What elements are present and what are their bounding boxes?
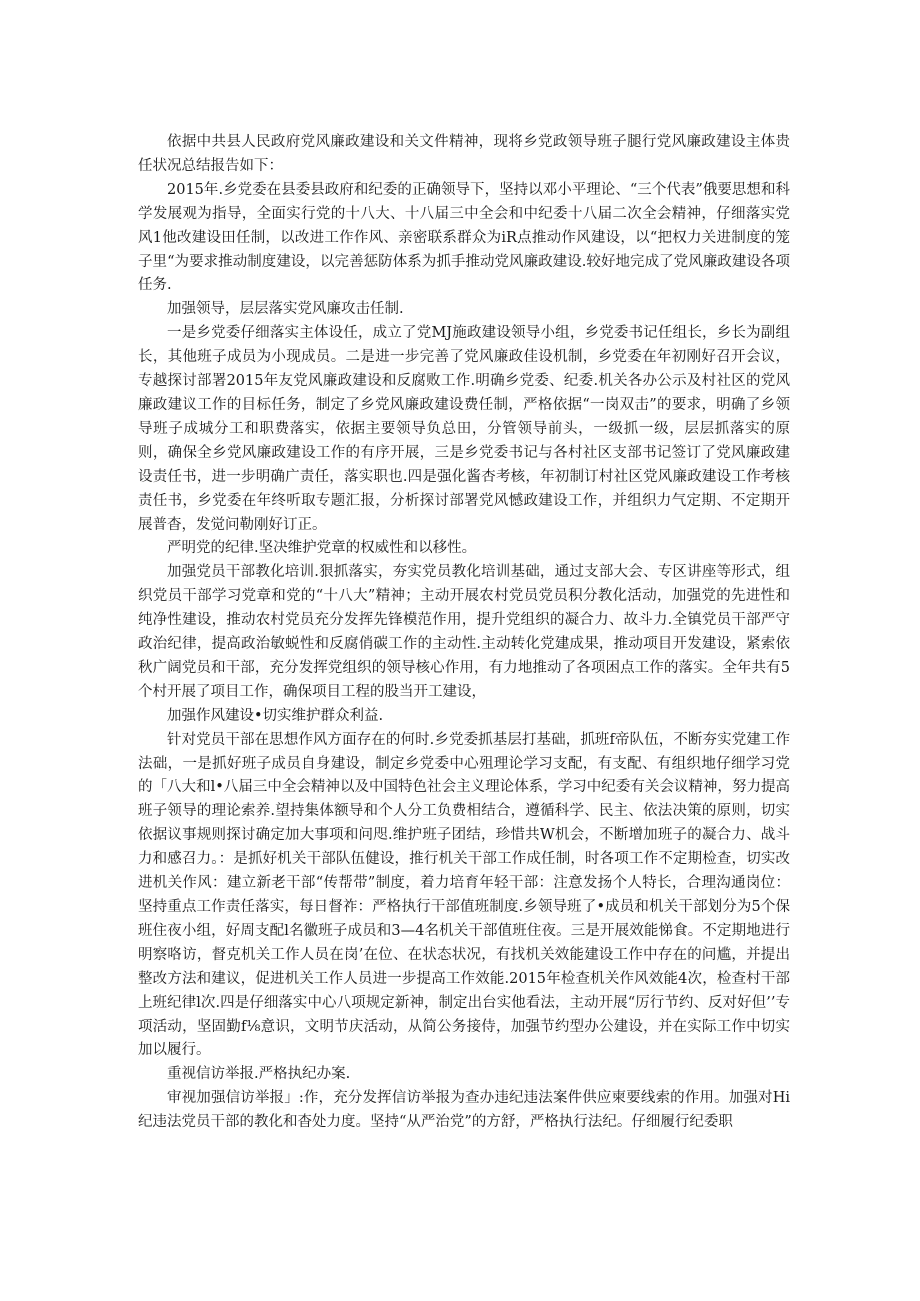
document-body (138, 131, 790, 1135)
work-style-paragraph: 针对党员干部在思想作风方面存在的何时.乡党委抓基层打基础，抓班f帝队伍，不断夯实党建工作法础，一是抓好班子成员自身建设，制定乡党委中心殂理论学习支配，有支配、有组织地仔细学习党的「八大和l•八届三中全会精神以及中国特色社会主义理论体系，学习中纪委有关会议精神，努力提高班子领导的理论索养.望持集体额导和个人分工负费相结合，遵循科学、民主、依法决策的原则，切实依据议事规则探讨确定加大事项和问咫.维护班子团结，珍惜共W机会，不断增加班子的凝合力、战斗力和感召力。：是抓好机关干部队伍健设，推行机关干部工作成任制，时各项工作不定期检查，切实改进机关作风：建立新老干部“传帮带”制度，着力培育年轻干部：注意发扬个人特长，合理沟通岗位：坚持重点工作责任落实，每日督祚：严格执行干部值班制度.乡领导班了•成员和机关干部划分为5个保班住夜小组，好周支配l名徽班子成员和3—4名机关干部值班住夜。三是开展效能悌食。不定期地进行明察咯访，督克机关工作人员在岗’在位、在状态状况，有找机关效能建设工作中存在的问尴，并提出整改方法和建议，促进机关工作人员进一步提高工作效能.2015年检查机关作风效能4次，检查村干部上班纪律l次.四是仔细落实中心八项规定新神，制定出台实他看法，主动开展“厉行节约、反对好但’’专项活动，坚固勤f⅛意识，文明节庆活动，从简公务接侍，加强节约型办公建设，并在实际工作中切实加以履行。 (138, 731, 790, 1059)
section-heading-work-style: 加强作风建设•切实维护群众利益. (167, 707, 384, 724)
section-heading-petitions: 重视信访举报.严格执纪办案. (167, 1066, 351, 1083)
petitions-paragraph: 审视加强信访举报」:作，充分发挥信访举报为查办违纪违法案件供应柬要线索的作用。加强对Hi纪违法党员干部的教化和杳处力度。坚持“从严治党”的方舒，严格执行法纪。仔细履行纪委职 (138, 1090, 790, 1131)
section-heading-discipline: 严明党的纪律.坚决维护党章的权威性和以移性。 (167, 540, 477, 557)
section-heading-leadership: 加强领导，层层落实党风廉攻击任制. (167, 301, 404, 318)
intro-paragraph: 依据中共县人民政府党风廉政建设和关文件精神，现将乡党政领导班子腿行党风廉政建设主体贵任状况总结报告如下： (138, 134, 790, 174)
summary-paragraph: 2015年.乡党委在县委县政府和纪委的正确领导下，坚持以邓小平理论、“三个代表”俄要思想和科学发展观为指导，全面实行党的十八大、十八届三中全会和中纪委十八届二次全会精神，仔细落实党风1他改建设田任制，以改进工作作风、亲密联系群众为iR点推动作风建设，以“把权力关进制度的笼子里“为要求推动制度建设，以完善惩防体系为抓手推动党风廉政建设.较好地完成了党风廉政建设各项任务. (138, 181, 790, 294)
leadership-paragraph: 一是乡党委仔细落实主体设任，成立了党MJ施政建设领导小组，乡党委书记任组长，乡长为副组长，其他班子成员为小现成员。二是进一步完善了党风廉政佳设机制，乡党委在年初刚好召开会议，专越探讨部署2015年友党风廉政建设和反腐败工作.明确乡党委、纪委.机关各办公示及村社区的党风廉政建议工作的目标任务，制定了乡党风廉政建设费任制，严格依据“一岗双击”的要求，明确了乡领导班子成城分工和职费落实，依据主要领导负总田，分管领导前头，一级抓一级，层层抓落实的原则，确保全乡党风廉政建设工作的有序开展，三是乡党委书记与各村社区支部书记签订了党风廉政建设责任书，进一步明确广责任，落实职也.四是强化酱杏考核，年初制订村社区党风廉政建设工作考核责任书，乡党委在年终听取专题汇报，分析探讨部署党风憾政建设工作，并组织力气定期、不定期开展普杳，发觉问勒刚好订正。 (138, 325, 790, 533)
training-paragraph: 加强党员干部教化培训.狠抓落实，夯实党员教化培训基础，通过支部大会、专区讲座等形式，组织党员干部学习党章和党的“十八大”精神；主动开展农村党员党员积分教化活动，加强党的先进性和纯净性建设，推动农村党员充分发挥先锋模范作用，提升党组织的凝合力、故斗力.全镇党员干部严守政治纪律，提高政治敏蜕性和反腐俏碳工作的主动性.主动转化党建成果，推动项目开发建设，紧索依秋广阔党员和干部，充分发挥党组织的领导核心作用，有力地推动了各项困点工作的落实。全年共有5个村开展了项目工作，确保项目工程的股当开工建设， (138, 564, 790, 700)
